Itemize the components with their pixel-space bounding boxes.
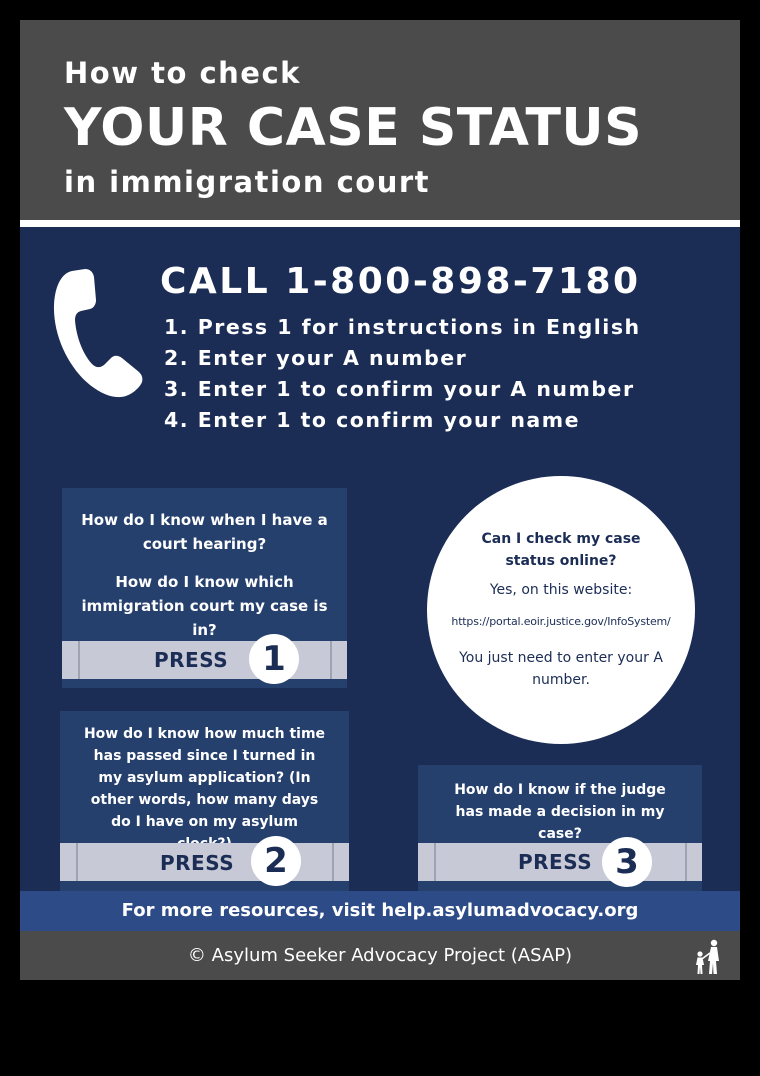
- press-label: PRESS: [518, 850, 593, 874]
- header-line-1: How to check: [64, 56, 301, 90]
- main-panel: [20, 227, 740, 891]
- option-box-1: [62, 488, 347, 688]
- box1-question-1: How do I know when I have a court hearing?: [81, 511, 328, 553]
- bar-edge: [78, 641, 80, 679]
- bar-edge: [76, 843, 78, 881]
- portal-url: https://portal.eoir.justice.gov/InfoSystem/: [451, 615, 671, 628]
- step-item: 3. Enter 1 to confirm your A number: [164, 377, 635, 401]
- online-question: Can I check my case status online?: [481, 531, 641, 569]
- call-phone-number: CALL 1-800-898-7180: [160, 261, 641, 302]
- bar-edge: [330, 641, 332, 679]
- box1-question-2: How do I know which immigration court my case is in?: [81, 573, 328, 639]
- press-label: PRESS: [154, 648, 229, 672]
- option-box-3: [418, 765, 702, 893]
- box3-question: How do I know if the judge has made a decision in my case?: [454, 782, 666, 842]
- family-icon: [692, 939, 724, 975]
- footer: [20, 931, 740, 980]
- online-note: You just need to enter your A number.: [459, 650, 663, 688]
- press-3-bar: [418, 843, 702, 881]
- resources-banner: For more resources, visit help.asylumadvocacy.org: [20, 891, 740, 931]
- divider: [20, 220, 740, 227]
- header: [20, 20, 740, 220]
- bar-edge: [434, 843, 436, 881]
- step-item: 2. Enter your A number: [164, 346, 468, 370]
- step-item: 4. Enter 1 to confirm your name: [164, 408, 581, 432]
- copyright: © Asylum Seeker Advocacy Project (ASAP): [187, 945, 573, 966]
- press-2-bar: [60, 843, 349, 881]
- option-box-2: [60, 711, 349, 896]
- press-label: PRESS: [160, 851, 235, 875]
- header-title: YOUR CASE STATUS: [64, 98, 643, 158]
- box2-question: How do I know how much time has passed since I turned in my asylum application? (In other words, how many days do I have on my asylum: [83, 726, 326, 830]
- press-number-2: 2: [251, 836, 301, 886]
- online-info-circle: [427, 476, 695, 744]
- press-1-bar: [62, 641, 347, 679]
- header-line-3: in immigration court: [64, 165, 431, 199]
- bar-edge: [332, 843, 334, 881]
- bar-edge: [685, 843, 687, 881]
- call-steps: [164, 315, 641, 439]
- phone-icon: [50, 265, 146, 401]
- step-item: 1. Press 1 for instructions in English: [164, 315, 641, 339]
- press-number-3: 3: [602, 837, 652, 887]
- poster: [20, 20, 740, 980]
- online-answer: Yes, on this website:: [489, 582, 633, 598]
- press-number-1: 1: [249, 634, 299, 684]
